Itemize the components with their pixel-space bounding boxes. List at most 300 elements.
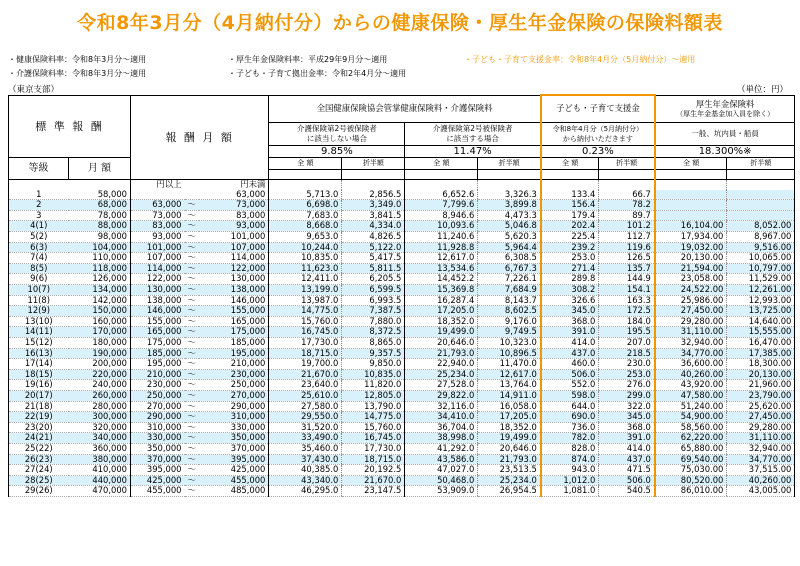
- table-row: [9, 253, 795, 264]
- table-cell: 6(3): [9, 242, 69, 253]
- table-row: [9, 221, 795, 232]
- table-cell: 370,000: [199, 443, 269, 454]
- table-cell: 80,520.00: [655, 475, 727, 486]
- table-cell: 8,967.00: [727, 232, 795, 243]
- table-cell: ～: [185, 253, 199, 264]
- table-cell: 3,899.8: [478, 200, 541, 211]
- table-cell: 17,730.0: [342, 443, 405, 454]
- table-cell: 16,470.00: [727, 338, 795, 349]
- table-cell: 370,000: [131, 454, 185, 465]
- table-cell: 20,646.0: [405, 338, 478, 349]
- table-cell: 230,000: [199, 369, 269, 380]
- table-cell: 5,713.0: [269, 190, 342, 200]
- table-cell: ～: [185, 348, 199, 359]
- table-row: [9, 465, 795, 476]
- table-cell: ～: [185, 274, 199, 285]
- table-cell: 20(17): [9, 390, 69, 401]
- table-cell: 250,000: [131, 390, 185, 401]
- table-cell: 4(1): [9, 221, 69, 232]
- table-cell: 202.4: [541, 221, 599, 232]
- table-cell: 455,000: [131, 486, 185, 497]
- table-cell: 12,993.00: [727, 295, 795, 306]
- table-cell: 195.5: [599, 327, 655, 338]
- note-health-rate: ・健康保険料率：令和8年3月分～適用: [8, 55, 147, 64]
- table-cell: 33,490.0: [269, 433, 342, 444]
- header-full: 全 額: [541, 157, 599, 169]
- table-cell: 122,000: [199, 263, 269, 274]
- table-cell: 101,000: [199, 232, 269, 243]
- table-cell: 23,147.5: [342, 486, 405, 497]
- table-cell: 330,000: [131, 433, 185, 444]
- table-cell: [727, 200, 795, 211]
- table-cell: 299.0: [599, 390, 655, 401]
- table-cell: 8,052.00: [727, 221, 795, 232]
- table-cell: 395,000: [199, 454, 269, 465]
- table-cell: 736.0: [541, 422, 599, 433]
- table-cell: 146,000: [199, 295, 269, 306]
- table-cell: 15,369.8: [405, 285, 478, 296]
- table-cell: 5(2): [9, 232, 69, 243]
- table-cell: 185,000: [199, 338, 269, 349]
- table-cell: 425,000: [131, 475, 185, 486]
- table-cell: 9,176.0: [478, 316, 541, 327]
- table-cell: 27,450.00: [727, 412, 795, 423]
- table-cell: 10,065.00: [727, 253, 795, 264]
- table-cell: 340,000: [69, 433, 131, 444]
- table-cell: 37,430.0: [269, 454, 342, 465]
- table-cell: 144.9: [599, 274, 655, 285]
- table-cell: 425,000: [199, 465, 269, 476]
- table-cell: 126.5: [599, 253, 655, 264]
- table-cell: 380,000: [69, 454, 131, 465]
- table-cell: 345.0: [541, 306, 599, 317]
- table-cell: 23,790.00: [727, 390, 795, 401]
- table-cell: 14,911.0: [478, 390, 541, 401]
- table-cell: 225.4: [541, 232, 599, 243]
- table-cell: 163.3: [599, 295, 655, 306]
- range-hint-blank: [655, 180, 727, 190]
- table-cell: 36,704.0: [405, 422, 478, 433]
- table-cell: 20,192.5: [342, 465, 405, 476]
- table-cell: ～: [185, 486, 199, 497]
- table-cell: 11,470.0: [478, 359, 541, 370]
- table-cell: 190,000: [69, 348, 131, 359]
- range-hint-blank: [69, 180, 131, 190]
- table-cell: 40,260.00: [727, 475, 795, 486]
- note-pension-rate: ・厚生年金保険料率：平成29年9月分～適用: [228, 55, 388, 64]
- table-cell: 17,385.00: [727, 348, 795, 359]
- table-cell: [655, 190, 727, 200]
- table-cell: 22(19): [9, 412, 69, 423]
- table-cell: 13,987.0: [269, 295, 342, 306]
- range-hint-blank: [185, 180, 199, 190]
- rate-kenpo-b: 11.47%: [405, 145, 541, 157]
- table-cell: 146,000: [131, 306, 185, 317]
- table-cell: 10,797.00: [727, 263, 795, 274]
- header-full: 全 額: [269, 157, 342, 169]
- table-cell: 14(11): [9, 327, 69, 338]
- table-cell: 43,586.0: [405, 454, 478, 465]
- table-row: [9, 380, 795, 391]
- table-cell: 10,244.0: [269, 242, 342, 253]
- header-blank: [269, 169, 342, 180]
- table-cell: 9,516.00: [727, 242, 795, 253]
- table-cell: 10(7): [9, 285, 69, 296]
- table-cell: 5,417.5: [342, 253, 405, 264]
- table-cell: 8(5): [9, 263, 69, 274]
- table-cell: 24(21): [9, 433, 69, 444]
- table-cell: 11(8): [9, 295, 69, 306]
- table-cell: 782.0: [541, 433, 599, 444]
- table-cell: 17(14): [9, 359, 69, 370]
- table-cell: 154.1: [599, 285, 655, 296]
- table-cell: 330,000: [199, 422, 269, 433]
- table-cell: 63,000: [131, 200, 185, 211]
- table-cell: 47,580.00: [655, 390, 727, 401]
- table-cell: 65,880.00: [655, 443, 727, 454]
- table-cell: ～: [185, 433, 199, 444]
- note-child-contribution-rate: ・子ども・子育て拠出金率：令和2年4月分～適用: [228, 69, 407, 78]
- table-cell: 1,012.0: [541, 475, 599, 486]
- table-cell: 322.0: [599, 401, 655, 412]
- table-cell: 29(26): [9, 486, 69, 497]
- table-cell: 19,032.00: [655, 242, 727, 253]
- table-row: [9, 422, 795, 433]
- header-half: 折半額: [727, 157, 795, 169]
- table-cell: 270,000: [131, 401, 185, 412]
- table-cell: 126,000: [69, 274, 131, 285]
- header-kosei: [655, 95, 795, 122]
- table-cell: 27,580.0: [269, 401, 342, 412]
- table-cell: 8,143.7: [478, 295, 541, 306]
- table-cell: 6,767.3: [478, 263, 541, 274]
- table-cell: 368.0: [599, 422, 655, 433]
- table-cell: 27(24): [9, 465, 69, 476]
- table-cell: 5,620.3: [478, 232, 541, 243]
- table-cell: 23(20): [9, 422, 69, 433]
- table-cell: 175,000: [131, 338, 185, 349]
- table-cell: 23,058.00: [655, 274, 727, 285]
- table-cell: 25,234.0: [405, 369, 478, 380]
- table-cell: 133.4: [541, 190, 599, 200]
- table-cell: 6,599.5: [342, 285, 405, 296]
- table-row: [9, 359, 795, 370]
- table-cell: 78.2: [599, 200, 655, 211]
- table-cell: 18,352.0: [405, 316, 478, 327]
- table-cell: 6,652.6: [405, 190, 478, 200]
- table-cell: 32,940.00: [727, 443, 795, 454]
- table-cell: 68,000: [69, 200, 131, 211]
- table-cell: 2,856.5: [342, 190, 405, 200]
- table-cell: 138,000: [131, 295, 185, 306]
- table-cell: 9,653.0: [269, 232, 342, 243]
- table-cell: 200,000: [69, 359, 131, 370]
- table-row: [9, 210, 795, 221]
- table-row: [9, 348, 795, 359]
- table-cell: 21,793.0: [478, 454, 541, 465]
- page-title: 令和8年3月分（4月納付分）からの健康保険・厚生年金保険の保険料額表: [77, 12, 723, 34]
- table-cell: 4,334.0: [342, 221, 405, 232]
- table-cell: 300,000: [69, 412, 131, 423]
- table-cell: 23,640.0: [269, 380, 342, 391]
- table-cell: 391.0: [541, 327, 599, 338]
- table-cell: ～: [185, 295, 199, 306]
- table-cell: 10,093.6: [405, 221, 478, 232]
- table-row: [9, 443, 795, 454]
- table-cell: 6,993.5: [342, 295, 405, 306]
- table-row: [9, 190, 795, 200]
- table-cell: 13(10): [9, 316, 69, 327]
- table-cell: 51,240.00: [655, 401, 727, 412]
- table-cell: 156.4: [541, 200, 599, 211]
- table-cell: 37,515.00: [727, 465, 795, 476]
- table-cell: [655, 210, 727, 221]
- range-hint-blank: [541, 180, 599, 190]
- table-cell: 160,000: [69, 316, 131, 327]
- range-hint-blank: [269, 180, 342, 190]
- header-grade: 等級: [9, 157, 69, 180]
- table-cell: 47,027.0: [405, 465, 478, 476]
- table-cell: 290,000: [131, 412, 185, 423]
- table-cell: 598.0: [541, 390, 599, 401]
- table-row: [9, 327, 795, 338]
- table-cell: 5,964.4: [478, 242, 541, 253]
- header-blank: [405, 169, 478, 180]
- table-row: [9, 295, 795, 306]
- table-cell: 15,760.0: [269, 316, 342, 327]
- table-cell: 874.0: [541, 454, 599, 465]
- table-cell: 3,349.0: [342, 200, 405, 211]
- table-cell: 11,529.00: [727, 274, 795, 285]
- table-row: [9, 401, 795, 412]
- table-cell: ～: [185, 412, 199, 423]
- table-row: [9, 263, 795, 274]
- table-cell: ～: [185, 475, 199, 486]
- table-cell: 107,000: [131, 253, 185, 264]
- table-cell: 1,081.0: [541, 486, 599, 497]
- table-cell: ～: [185, 327, 199, 338]
- table-cell: 119.6: [599, 242, 655, 253]
- table-cell: 62,220.00: [655, 433, 727, 444]
- table-cell: 16,058.0: [478, 401, 541, 412]
- table-cell: 31,110.00: [655, 327, 727, 338]
- table-cell: 11,240.6: [405, 232, 478, 243]
- table-cell: 104,000: [69, 242, 131, 253]
- table-cell: 326.6: [541, 295, 599, 306]
- table-cell: 5,122.0: [342, 242, 405, 253]
- table-cell: 12,805.0: [342, 390, 405, 401]
- table-cell: 20,646.0: [478, 443, 541, 454]
- table-cell: 350,000: [131, 443, 185, 454]
- table-cell: 13,790.0: [342, 401, 405, 412]
- table-cell: 69,540.00: [655, 454, 727, 465]
- table-cell: 155,000: [131, 316, 185, 327]
- table-cell: 5,046.8: [478, 221, 541, 232]
- table-cell: 9,850.0: [342, 359, 405, 370]
- note-care-rate: ・介護保険料率：令和8年3月分～適用: [8, 69, 147, 78]
- table-cell: ～: [185, 401, 199, 412]
- table-cell: 29,822.0: [405, 390, 478, 401]
- table-cell: 7,387.5: [342, 306, 405, 317]
- table-cell: 20,130.00: [727, 369, 795, 380]
- table-cell: 943.0: [541, 465, 599, 476]
- table-cell: 7,226.1: [478, 274, 541, 285]
- table-row: [9, 433, 795, 444]
- table-cell: 43,340.0: [269, 475, 342, 486]
- table-cell: 21,594.00: [655, 263, 727, 274]
- table-cell: 24,522.00: [655, 285, 727, 296]
- table-cell: 16,745.0: [269, 327, 342, 338]
- table-row: [9, 475, 795, 486]
- range-hint-blank: [342, 180, 405, 190]
- table-row: [9, 412, 795, 423]
- table-cell: 540.5: [599, 486, 655, 497]
- table-cell: 506.0: [599, 475, 655, 486]
- table-cell: 25,234.0: [478, 475, 541, 486]
- table-cell: 308.2: [541, 285, 599, 296]
- table-cell: 414.0: [599, 443, 655, 454]
- table-cell: 10,896.5: [478, 348, 541, 359]
- table-cell: 21,960.00: [727, 380, 795, 391]
- table-cell: 46,295.0: [269, 486, 342, 497]
- table-cell: 165,000: [199, 316, 269, 327]
- table-cell: 230,000: [131, 380, 185, 391]
- table-cell: 83,000: [131, 221, 185, 232]
- table-cell: 7,799.6: [405, 200, 478, 211]
- table-cell: 29,280.00: [727, 422, 795, 433]
- table-cell: 134,000: [69, 285, 131, 296]
- table-cell: 89.7: [599, 210, 655, 221]
- table-cell: 101.2: [599, 221, 655, 232]
- table-cell: [655, 200, 727, 211]
- table-cell: 15(12): [9, 338, 69, 349]
- table-cell: 271.4: [541, 263, 599, 274]
- table-cell: 455,000: [199, 475, 269, 486]
- table-cell: 22,940.0: [405, 359, 478, 370]
- rate-kenpo-a: 9.85%: [269, 145, 405, 157]
- table-cell: 12(9): [9, 306, 69, 317]
- table-cell: 276.0: [599, 380, 655, 391]
- table-cell: 8,946.6: [405, 210, 478, 221]
- table-cell: 32,116.0: [405, 401, 478, 412]
- table-cell: ～: [185, 306, 199, 317]
- table-cell: 11,820.0: [342, 380, 405, 391]
- table-cell: 3,326.3: [478, 190, 541, 200]
- table-cell: 35,460.0: [269, 443, 342, 454]
- table-cell: 210,000: [131, 369, 185, 380]
- table-cell: 5,811.5: [342, 263, 405, 274]
- table-cell: ～: [185, 200, 199, 211]
- table-cell: 29,280.00: [655, 316, 727, 327]
- table-cell: 18,300.00: [727, 359, 795, 370]
- table-cell: [727, 190, 795, 200]
- table-cell: 185,000: [131, 348, 185, 359]
- table-cell: 16(13): [9, 348, 69, 359]
- table-cell: 53,909.0: [405, 486, 478, 497]
- branch-label: （東京支部）: [8, 85, 60, 95]
- table-cell: 16,287.4: [405, 295, 478, 306]
- table-cell: 18(15): [9, 369, 69, 380]
- header-half: 折半額: [599, 157, 655, 169]
- table-cell: 414.0: [541, 338, 599, 349]
- table-cell: 240,000: [69, 380, 131, 391]
- table-cell: 14,640.00: [727, 316, 795, 327]
- table-cell: 118,000: [69, 263, 131, 274]
- table-cell: 10,835.0: [269, 253, 342, 264]
- table-cell: 112.7: [599, 232, 655, 243]
- header-full: 全 額: [405, 157, 478, 169]
- table-cell: 395,000: [131, 465, 185, 476]
- table-cell: 253.0: [541, 253, 599, 264]
- header-full: 全 額: [655, 157, 727, 169]
- table-cell: 1: [9, 190, 69, 200]
- table-cell: 828.0: [541, 443, 599, 454]
- header-kenpo-a: [269, 122, 405, 145]
- table-cell: 310,000: [131, 422, 185, 433]
- table-cell: 63,000: [199, 190, 269, 200]
- header-range: 報 酬 月 額: [131, 95, 269, 180]
- table-row: [9, 338, 795, 349]
- unit-label: （単位：円）: [736, 85, 788, 95]
- table-cell: ～: [185, 242, 199, 253]
- table-cell: 289.8: [541, 274, 599, 285]
- note-child-support-rate: ・子ども・子育て支援金率：令和8年4月分（5月納付分）～適用: [464, 55, 696, 64]
- table-cell: 93,000: [199, 221, 269, 232]
- table-cell: 8,865.0: [342, 338, 405, 349]
- table-cell: ～: [185, 465, 199, 476]
- table-cell: 27,450.00: [655, 306, 727, 317]
- table-cell: ～: [185, 390, 199, 401]
- table-cell: 195,000: [131, 359, 185, 370]
- table-cell: 138,000: [199, 285, 269, 296]
- table-cell: ～: [185, 285, 199, 296]
- table-cell: 3: [9, 210, 69, 221]
- table-cell: 253.0: [599, 369, 655, 380]
- table-cell: 13,534.6: [405, 263, 478, 274]
- rate-kosei: 18.300%※: [655, 145, 795, 157]
- table-cell: ～: [185, 210, 199, 221]
- table-cell: 11,928.8: [405, 242, 478, 253]
- range-hint-blank: [599, 180, 655, 190]
- table-cell: 165,000: [131, 327, 185, 338]
- table-cell: ～: [185, 359, 199, 370]
- table-cell: 10,323.0: [478, 338, 541, 349]
- table-cell: 13,725.00: [727, 306, 795, 317]
- table-cell: 9,749.5: [478, 327, 541, 338]
- table-cell: 130,000: [131, 285, 185, 296]
- table-cell: [185, 190, 199, 200]
- table-cell: 21(18): [9, 401, 69, 412]
- table-cell: 207.0: [599, 338, 655, 349]
- table-cell: 19(16): [9, 380, 69, 391]
- table-cell: 218.5: [599, 348, 655, 359]
- table-cell: 27,528.0: [405, 380, 478, 391]
- header-standard: 標 準 報 酬: [9, 95, 131, 157]
- header-kenpo-b: [405, 122, 541, 145]
- table-cell: ～: [185, 422, 199, 433]
- table-cell: 26,954.5: [478, 486, 541, 497]
- table-cell: ～: [185, 263, 199, 274]
- table-cell: 20,130.00: [655, 253, 727, 264]
- range-hint-miman: 円未満: [199, 180, 269, 190]
- table-cell: [727, 210, 795, 221]
- table-cell: 25(22): [9, 443, 69, 454]
- table-cell: ～: [185, 232, 199, 243]
- table-cell: 83,000: [199, 210, 269, 221]
- table-cell: 9(6): [9, 274, 69, 285]
- table-row: [9, 369, 795, 380]
- table-cell: 150,000: [69, 306, 131, 317]
